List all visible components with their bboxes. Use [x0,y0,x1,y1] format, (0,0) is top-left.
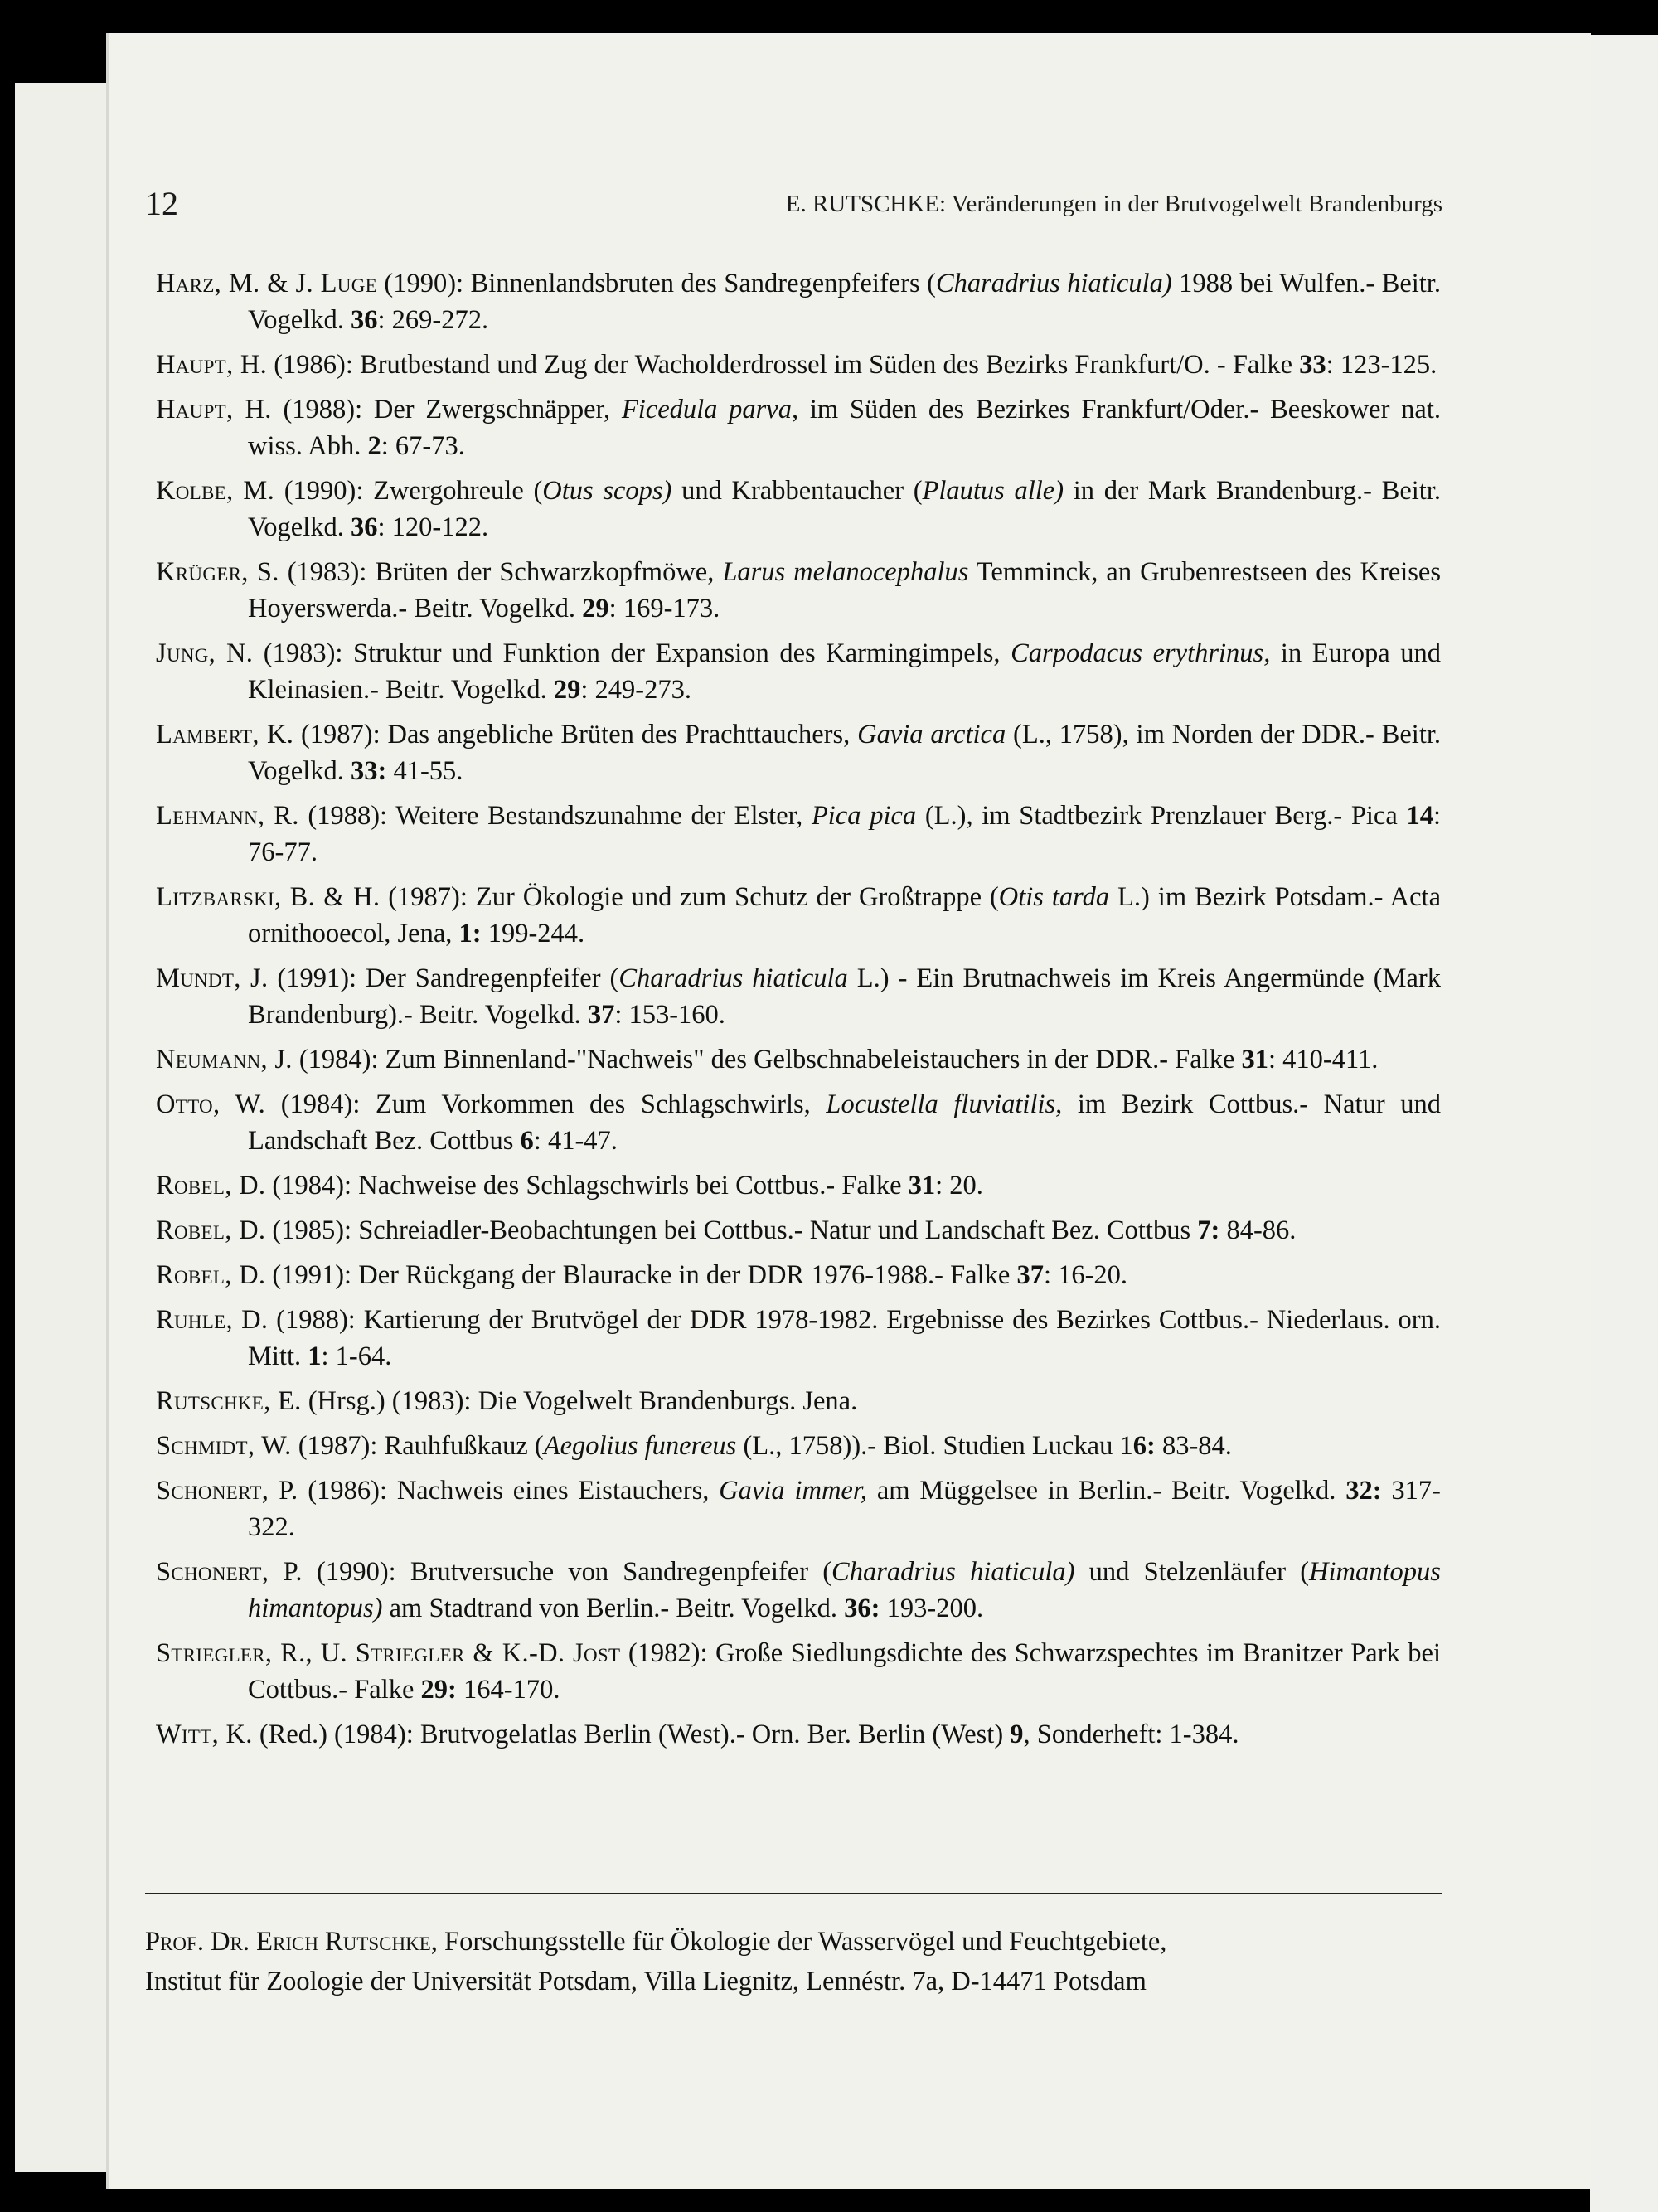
reference-author: Jung, N. [156,638,254,668]
reference-volume: 32: [1345,1476,1382,1506]
reference-year: (1990): [376,269,471,298]
reference-pages: : 249-273. [580,675,692,705]
reference-entry [156,1554,1441,1627]
reference-author: Robel, D. [156,1260,266,1290]
reference-text: Große Siedlungsdichte des Schwarzspechtes im Branitzer Park bei Cottbus.- Falke [248,1638,1441,1705]
reference-year: (1987): [380,882,476,912]
reference-volume: 29: [420,1675,457,1705]
reference-species: Charadrius hiaticula [618,963,848,993]
reference-year: (1990): [274,476,374,506]
reference-year: (Hrsg.) (1983): [301,1386,478,1416]
reference-author: Haupt, H. [156,350,268,380]
reference-volume: 7: [1197,1215,1220,1245]
reference-author: Robel, D. [156,1171,266,1201]
reference-volume: 37 [1016,1260,1044,1290]
reference-entry [156,554,1441,627]
reference-entry [156,798,1441,871]
reference-text-cont-2: am Stadtrand von Berlin.- Beitr. Vogelkd. [382,1594,845,1623]
reference-entry [156,347,1441,383]
reference-pages: : 120-122. [377,512,489,542]
reference-entry [156,1257,1441,1293]
reference-volume: 36 [351,305,378,335]
reference-author: Schmidt, W. [156,1431,292,1461]
reference-volume: 29 [582,594,609,623]
reference-text: Weitere Bestandszunahme der Elster, [395,801,812,831]
reference-species: Larus melanocephalus [722,557,969,587]
reference-text: Nachweise des Schlagschwirls bei Cottbus.- Falke [358,1171,909,1201]
reference-pages: : 153-160. [614,1000,725,1030]
reference-year: (1988): [271,395,374,424]
reference-author: Lambert, K. [156,720,294,749]
footer-divider [145,1893,1442,1894]
reference-text-cont: (L.), im Stadtbezirk Prenzlauer Berg.- Pica [916,801,1407,831]
reference-pages: : 1-64. [321,1341,392,1371]
reference-pages: : 410-411. [1268,1045,1379,1074]
reference-text: Rauhfußkauz ( [384,1431,544,1461]
reference-species-2: Himantopus himantopus) [248,1557,1441,1623]
reference-entry [156,1472,1441,1545]
reference-author: Rutschke, E. [156,1386,302,1416]
reference-species: Pica pica [811,801,917,831]
reference-entry [156,1716,1441,1753]
reference-pages: , Sonderheft: 1-384. [1023,1720,1239,1749]
reference-entry [156,1041,1441,1078]
reference-species: Otus scops) [542,476,672,506]
page-header [145,184,1442,230]
reference-species: Aegolius funereus [543,1431,737,1461]
reference-text: Zum Binnenland-"Nachweis" des Gelbschnabeleistauchers in der DDR.- Falke [385,1045,1242,1074]
reference-volume: 31 [1241,1045,1269,1074]
reference-pages: 41-55. [386,756,463,786]
reference-species: Otis tarda [998,882,1110,912]
reference-text-cont: und Stelzenläufer ( [1074,1557,1310,1587]
reference-species: Charadrius hiaticula) [935,269,1172,298]
reference-volume: 36 [351,512,378,542]
reference-author: Schonert, P. [156,1557,303,1587]
reference-pages: 83-84. [1155,1431,1232,1461]
reference-author: Lehmann, R. [156,801,299,831]
reference-entry [156,1212,1441,1249]
reference-volume: 37 [587,1000,615,1030]
reference-entry [156,391,1441,464]
reference-volume: 36: [844,1594,880,1623]
reference-text: Brutbestand und Zug der Wacholderdrossel im Süden des Bezirks Frankfurt/O. - Falke [360,350,1300,380]
reference-year: (1983): [253,638,354,668]
reference-volume: 33: [351,756,387,786]
reference-pages: 317-322. [248,1476,1441,1542]
reference-text-cont: im Bezirk Cottbus.- Natur und Landschaft Bez. Cottbus [248,1089,1441,1156]
reference-entry [156,1635,1441,1708]
reference-volume: 29 [553,675,581,705]
reference-pages: 84-86. [1219,1215,1297,1245]
reference-text-cont: im Süden des Bezirkes Frankfurt/Oder.- Beeskower nat. wiss. Abh. [248,395,1441,461]
reference-text: Brutvogelatlas Berlin (West).- Orn. Ber. Berlin (West) [419,1720,1011,1749]
reference-author: Schonert, P. [156,1476,298,1506]
reference-author: Ruhle, D. [156,1305,269,1335]
reference-text: Nachweis eines Eistauchers, [396,1476,720,1506]
reference-year: (1982): [620,1638,715,1668]
reference-author: Robel, D. [156,1215,266,1245]
reference-text-cont: (L., 1758), im Norden der DDR.- Beitr. Vogelkd. [248,720,1441,786]
reference-pages: : 123-125. [1326,350,1437,380]
reference-year: (1987): [291,1431,385,1461]
reference-pages: : 169-173. [608,594,720,623]
reference-text-cont: und Krabbentaucher ( [671,476,923,506]
reference-text-cont: am Müggelsee in Berlin.- Beitr. Vogelkd. [867,1476,1346,1506]
reference-text-cont: L.) im Bezirk Potsdam.- Acta ornithooecol, Jena, [248,882,1441,948]
reference-text: Das angebliche Brüten des Prachttauchers, [387,720,858,749]
reference-entry [156,879,1441,952]
reference-year: (1984): [265,1171,359,1201]
reference-entry [156,265,1441,338]
reference-entry [156,960,1441,1033]
reference-pages: : 269-272. [377,305,489,335]
reference-text-cont: L.) - Ein Brutnachweis im Kreis Angermünde (Mark Brandenburg).- Beitr. Vogelkd. [248,963,1442,1030]
address-line-1 [145,1922,1442,1962]
reference-text-cont: Temminck, an Grubenrestseen des Kreises Hoyerswerda.- Beitr. Vogelkd. [248,557,1441,623]
reference-year: (Red.) (1984): [252,1720,420,1749]
reference-list [156,265,1441,1761]
reference-text-cont: (L., 1758)).- Biol. Studien Luckau 1 [736,1431,1133,1461]
reference-entry [156,635,1441,708]
reference-text: Schreiadler-Beobachtungen bei Cottbus.- Natur und Landschaft Bez. Cottbus [358,1215,1198,1245]
reference-pages: : 16-20. [1043,1260,1128,1290]
reference-year: (1987): [293,720,388,749]
scan-left-edge [15,83,108,2172]
reference-text: Der Rückgang der Blauracke in der DDR 1976-1988.- Falke [358,1260,1017,1290]
reference-entry [156,1428,1441,1464]
reference-pages: 164-170. [456,1675,560,1705]
reference-entry [156,716,1441,789]
reference-year: (1985): [265,1215,359,1245]
reference-text: Binnenlandsbruten des Sandregenpfeifers ( [470,269,936,298]
reference-text: Kartierung der Brutvögel der DDR 1978-1982. Ergebnisse des Bezirkes Cottbus.- Niederlaus. orn. Mitt. [248,1305,1441,1371]
reference-species-2: Plautus alle) [922,476,1064,506]
address-line-2: Institut für Zoologie der Universität Potsdam, Villa Liegnitz, Lennéstr. 7a, D-14471 Potsdam [145,1967,1147,1996]
reference-volume: 1 [308,1341,322,1371]
reference-species: Locustella fluviatilis, [826,1089,1063,1119]
page-number: 12 [145,185,178,222]
reference-year: (1990): [302,1557,410,1587]
reference-author: Mundt, J. [156,963,269,993]
reference-entry [156,1383,1441,1419]
reference-text: Zwergohreule ( [373,476,543,506]
reference-year: (1984): [265,1089,376,1119]
reference-pages: : 67-73. [381,431,465,461]
reference-author: Witt, K. [156,1720,253,1749]
reference-author: Harz, M. & J. Luge [156,269,377,298]
reference-author: Otto, W. [156,1089,266,1119]
reference-entry [156,1086,1441,1159]
reference-year: (1991): [268,963,366,993]
running-title: E. RUTSCHKE: Veränderungen in der Brutvogelwelt Brandenburgs [785,191,1442,217]
reference-species: Gavia immer, [719,1476,868,1506]
reference-volume: 2 [367,431,381,461]
author-address [145,1922,1442,2001]
reference-author: Striegler, R., U. Striegler & K.-D. Jost [156,1638,621,1668]
reference-volume: 14 [1406,801,1433,831]
reference-species: Ficedula parva, [621,395,799,424]
reference-volume: 6: [1132,1431,1156,1461]
reference-year: (1986): [267,350,361,380]
reference-year: (1984): [292,1045,385,1074]
scan-right-edge [1590,35,1658,2212]
reference-volume: 9 [1010,1720,1024,1749]
reference-species: Carpodacus erythrinus, [1011,638,1271,668]
reference-text: Der Zwergschnäpper, [373,395,622,424]
reference-entry [156,1302,1441,1375]
reference-author: Haupt, H. [156,395,272,424]
reference-text-cont: in Europa und Kleinasien.- Beitr. Vogelkd. [248,638,1441,705]
reference-volume: 33 [1299,350,1326,380]
reference-pages: : 20. [935,1171,983,1201]
reference-volume: 31 [908,1171,936,1201]
reference-author: Kolbe, M. [156,476,275,506]
reference-author: Neumann, J. [156,1045,293,1074]
reference-pages: 199-244. [481,919,585,948]
reference-year: (1991): [265,1260,359,1290]
reference-text-cont: 1988 bei Wulfen.- Beitr. Vogelkd. [248,269,1441,335]
reference-author: Litzbarski, B. & H. [156,882,381,912]
reference-text: Zum Vorkommen des Schlagschwirls, [375,1089,827,1119]
reference-year: (1988): [268,1305,364,1335]
reference-pages: : 76-77. [248,801,1442,867]
reference-text: Der Sandregenpfeifer ( [366,963,619,993]
reference-text-cont-2: in der Mark Brandenburg.- Beitr. Vogelkd. [248,476,1441,542]
address-affiliation: , Forschungsstelle für Ökologie der Wasservögel und Feuchtgebiete, [430,1927,1167,1957]
reference-species: Gavia arctica [857,720,1006,749]
reference-pages: : 41-47. [533,1126,618,1156]
reference-author: Krüger, S. [156,557,279,587]
reference-volume: 1: [458,919,482,948]
reference-text: Die Vogelwelt Brandenburgs. Jena. [478,1386,858,1416]
reference-text: Zur Ökologie und zum Schutz der Großtrappe ( [475,882,999,912]
reference-year: (1988): [298,801,396,831]
author-name: Prof. Dr. Erich Rutschke [145,1927,431,1957]
reference-volume: 6 [520,1126,534,1156]
reference-species: Charadrius hiaticula) [831,1557,1075,1587]
reference-text: Brüten der Schwarzkopfmöwe, [375,557,723,587]
reference-pages: 193-200. [880,1594,984,1623]
reference-entry [156,1167,1441,1204]
reference-text: Brutversuche von Sandregenpfeifer ( [410,1557,832,1587]
reference-text: Struktur und Funktion der Expansion des Karmingimpels, [353,638,1011,668]
reference-year: (1983): [279,557,376,587]
reference-year: (1986): [298,1476,397,1506]
reference-entry [156,473,1441,546]
